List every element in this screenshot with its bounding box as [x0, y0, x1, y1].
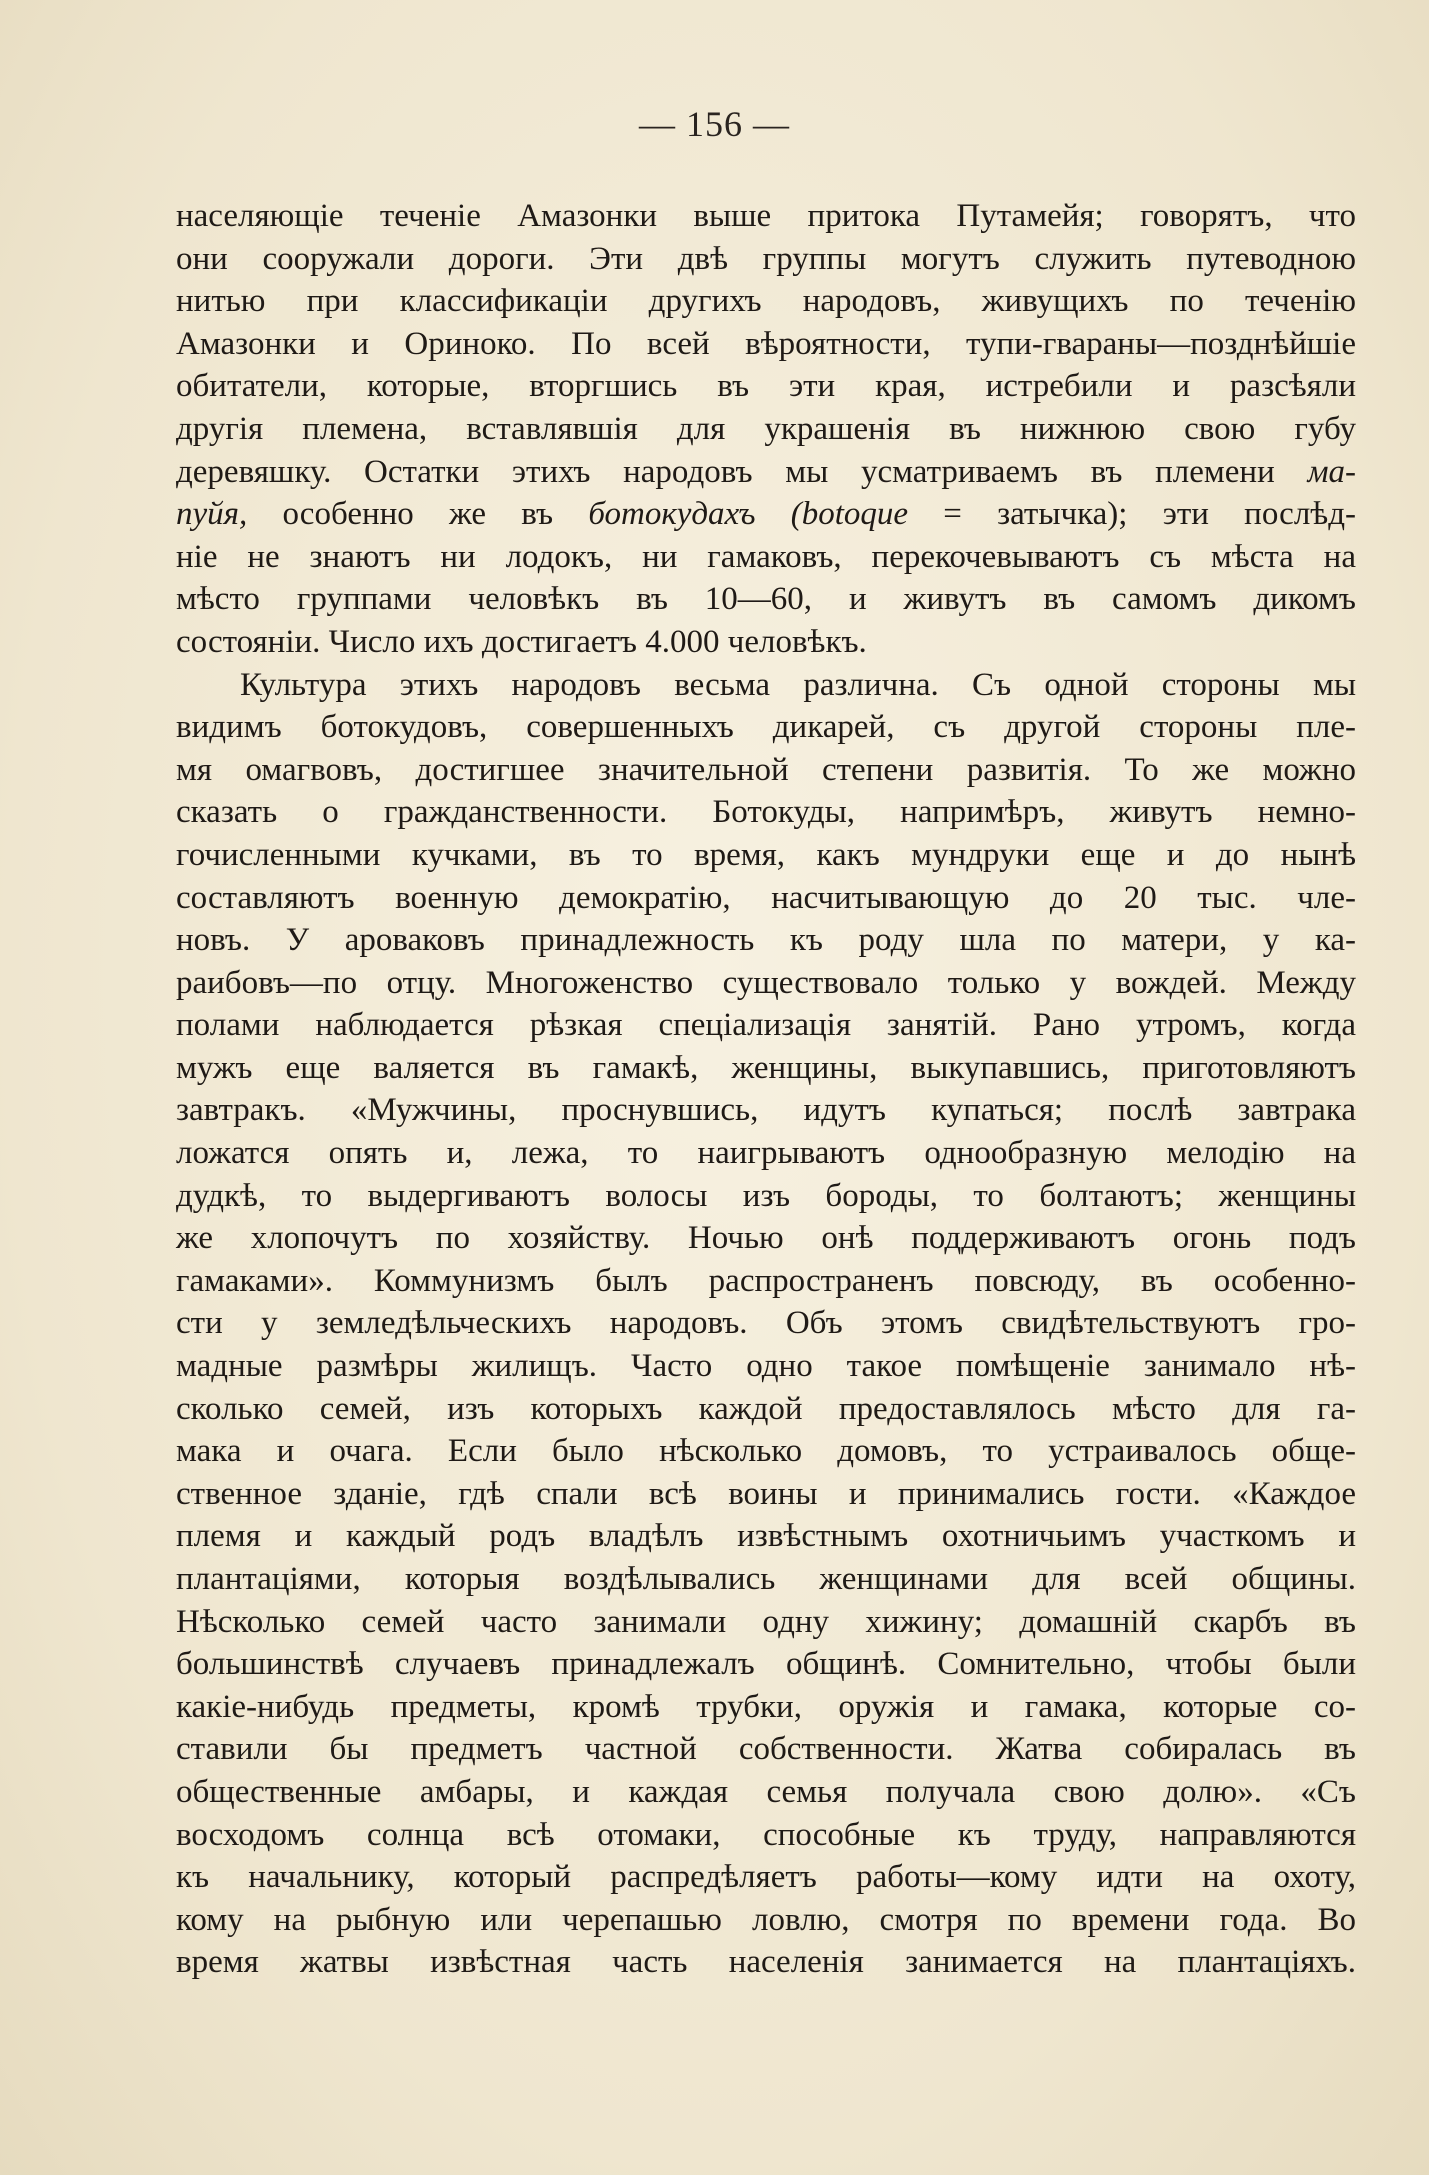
text-line	[176, 877, 1356, 920]
text-line	[176, 578, 1356, 621]
italic-text: ма-	[1307, 453, 1356, 490]
text-line	[176, 1899, 1356, 1942]
text-line	[176, 749, 1356, 792]
text-line	[176, 1004, 1356, 1047]
text-line	[176, 493, 1356, 536]
body-text	[176, 195, 1356, 1984]
text-segment: мужъ еще валяется въ гамакѣ, женщины, выкупавшись, приготовляютъ	[176, 1049, 1356, 1086]
text-line	[176, 1771, 1356, 1814]
text-line	[176, 1473, 1356, 1516]
text-segment: полами наблюдается рѣзкая спеціализація занятій. Рано утромъ, когда	[176, 1007, 1356, 1044]
text-segment: = затычка); эти послѣд-	[908, 496, 1356, 533]
text-line	[176, 1430, 1356, 1473]
italic-text: пуйя,	[176, 496, 248, 533]
text-segment: мадные размѣры жилищъ. Часто одно такое помѣщеніе занимало нѣ-	[176, 1348, 1356, 1385]
text-segment: населяющіе теченіе Амазонки выше притока Путамейя; говорятъ, что	[176, 198, 1356, 234]
text-segment: они сооружали дороги. Эти двѣ группы могутъ служить путеводною	[176, 240, 1356, 277]
text-segment: восходомъ солнца всѣ отомаки, способные къ труду, направляются	[176, 1816, 1356, 1853]
text-segment: составляютъ военную демократію, насчитывающую до 20 тыс. чле-	[176, 879, 1356, 916]
text-line	[176, 365, 1356, 408]
text-segment: Нѣсколько семей часто занимали одну хижину; домашній скарбъ въ	[176, 1603, 1356, 1640]
text-segment: завтракъ. «Мужчины, проснувшись, идутъ купаться; послѣ завтрака	[176, 1092, 1356, 1129]
text-line	[176, 962, 1356, 1005]
text-segment: деревяшку. Остатки этихъ народовъ мы усматриваемъ въ племени	[176, 453, 1308, 490]
text-line	[176, 323, 1356, 366]
text-segment: состояніи. Число ихъ достигаетъ 4.000 человѣкъ.	[176, 623, 867, 660]
text-line	[176, 1728, 1356, 1771]
text-line	[176, 1345, 1356, 1388]
text-line	[176, 408, 1356, 451]
text-line	[176, 280, 1356, 323]
text-line	[176, 706, 1356, 749]
text-line	[176, 1047, 1356, 1090]
page-number: — 156 —	[639, 104, 790, 144]
text-line	[176, 1260, 1356, 1303]
text-line	[176, 238, 1356, 281]
text-segment: племя и каждый родъ владѣлъ извѣстнымъ охотничьимъ участкомъ и	[176, 1518, 1356, 1555]
text-segment: обитатели, которые, вторгшись въ эти края, истребили и разсѣяли	[176, 368, 1356, 405]
italic-text: ботокудахъ (botoque	[588, 496, 909, 533]
text-segment: Культура этихъ народовъ весьма различна. Съ одной стороны мы	[240, 666, 1356, 703]
text-segment: ніе не знаютъ ни лодокъ, ни гамаковъ, перекочевываютъ съ мѣста на	[176, 538, 1356, 575]
text-line	[176, 1132, 1356, 1175]
text-line	[176, 1089, 1356, 1132]
text-segment: Амазонки и Ориноко. По всей вѣроятности, тупи-гвараны—позднѣйшіе	[176, 325, 1356, 362]
text-line	[176, 1856, 1356, 1899]
text-segment: ложатся опять и, лежа, то наигрываютъ однообразную мелодію на	[176, 1135, 1356, 1172]
text-line	[176, 1941, 1356, 1984]
text-segment: ственное зданіе, гдѣ спали всѣ воины и принимались гости. «Каждое	[176, 1475, 1356, 1512]
text-segment: мѣсто группами человѣкъ въ 10—60, и живутъ въ самомъ дикомъ	[176, 581, 1356, 618]
text-line	[176, 1217, 1356, 1260]
text-segment: особенно же въ	[247, 496, 589, 533]
text-line	[176, 536, 1356, 579]
text-segment: мя омагвовъ, достигшее значительной степени развитія. То же можно	[176, 751, 1356, 788]
text-segment: другія племена, вставлявшія для украшенія въ нижнюю свою губу	[176, 410, 1356, 447]
text-segment: дудкѣ, то выдергиваютъ волосы изъ бороды, то болтаютъ; женщины	[176, 1177, 1356, 1214]
text-segment: же хлопочутъ по хозяйству. Ночью онѣ поддерживаютъ огонь подъ	[176, 1220, 1356, 1257]
text-line	[176, 1388, 1356, 1431]
text-line	[176, 1643, 1356, 1686]
text-line	[176, 1558, 1356, 1601]
text-segment: гочисленными кучками, въ то время, какъ мундруки еще и до нынѣ	[176, 836, 1356, 873]
text-segment: сказать о гражданственности. Ботокуды, напримѣръ, живутъ немно-	[176, 794, 1356, 831]
text-segment: ставили бы предметъ частной собственности. Жатва собиралась въ	[176, 1731, 1356, 1768]
text-line	[176, 791, 1356, 834]
text-segment: видимъ ботокудовъ, совершенныхъ дикарей, съ другой стороны пле-	[176, 709, 1356, 746]
text-segment: кому на рыбную или черепашью ловлю, смотря по времени года. Во	[176, 1901, 1356, 1938]
text-segment: плантаціями, которыя воздѣлывались женщинами для всей общины.	[176, 1561, 1356, 1597]
text-segment: большинствѣ случаевъ принадлежалъ общинѣ. Сомнительно, чтобы были	[176, 1646, 1356, 1683]
text-line	[176, 1515, 1356, 1558]
text-line	[176, 195, 1356, 238]
text-segment: какіе-нибудь предметы, кромѣ трубки, оружія и гамака, которые со-	[176, 1688, 1356, 1725]
text-segment: сти у земледѣльческихъ народовъ. Объ этомъ свидѣтельствуютъ гро-	[176, 1305, 1356, 1342]
text-line	[176, 621, 1356, 664]
text-segment: время жатвы извѣстная часть населенія занимается на плантаціяхъ.	[176, 1944, 1356, 1981]
text-segment: раибовъ—по отцу. Многоженство существовало только у вождей. Между	[176, 964, 1356, 1001]
text-line	[176, 1601, 1356, 1644]
text-segment: общественные амбары, и каждая семья получала свою долю». «Съ	[176, 1773, 1356, 1810]
text-line	[176, 1302, 1356, 1345]
text-segment: сколько семей, изъ которыхъ каждой предоставлялось мѣсто для га-	[176, 1390, 1356, 1427]
text-line	[176, 1175, 1356, 1218]
text-line	[176, 1814, 1356, 1857]
text-segment: мака и очага. Если было нѣсколько домовъ, то устраивалось обще-	[176, 1433, 1356, 1470]
text-segment: къ начальнику, который распредѣляетъ работы—кому идти на охоту,	[176, 1859, 1356, 1896]
text-segment: новъ. У ароваковъ принадлежность къ роду шла по матери, у ка-	[176, 922, 1356, 959]
text-line	[176, 451, 1356, 494]
text-line	[176, 664, 1356, 707]
text-segment: нитью при классификаціи другихъ народовъ, живущихъ по теченію	[176, 283, 1356, 320]
text-line	[176, 834, 1356, 877]
text-line	[176, 919, 1356, 962]
text-segment: гамаками». Коммунизмъ былъ распространенъ повсюду, въ особенно-	[176, 1262, 1356, 1299]
text-line	[176, 1686, 1356, 1729]
